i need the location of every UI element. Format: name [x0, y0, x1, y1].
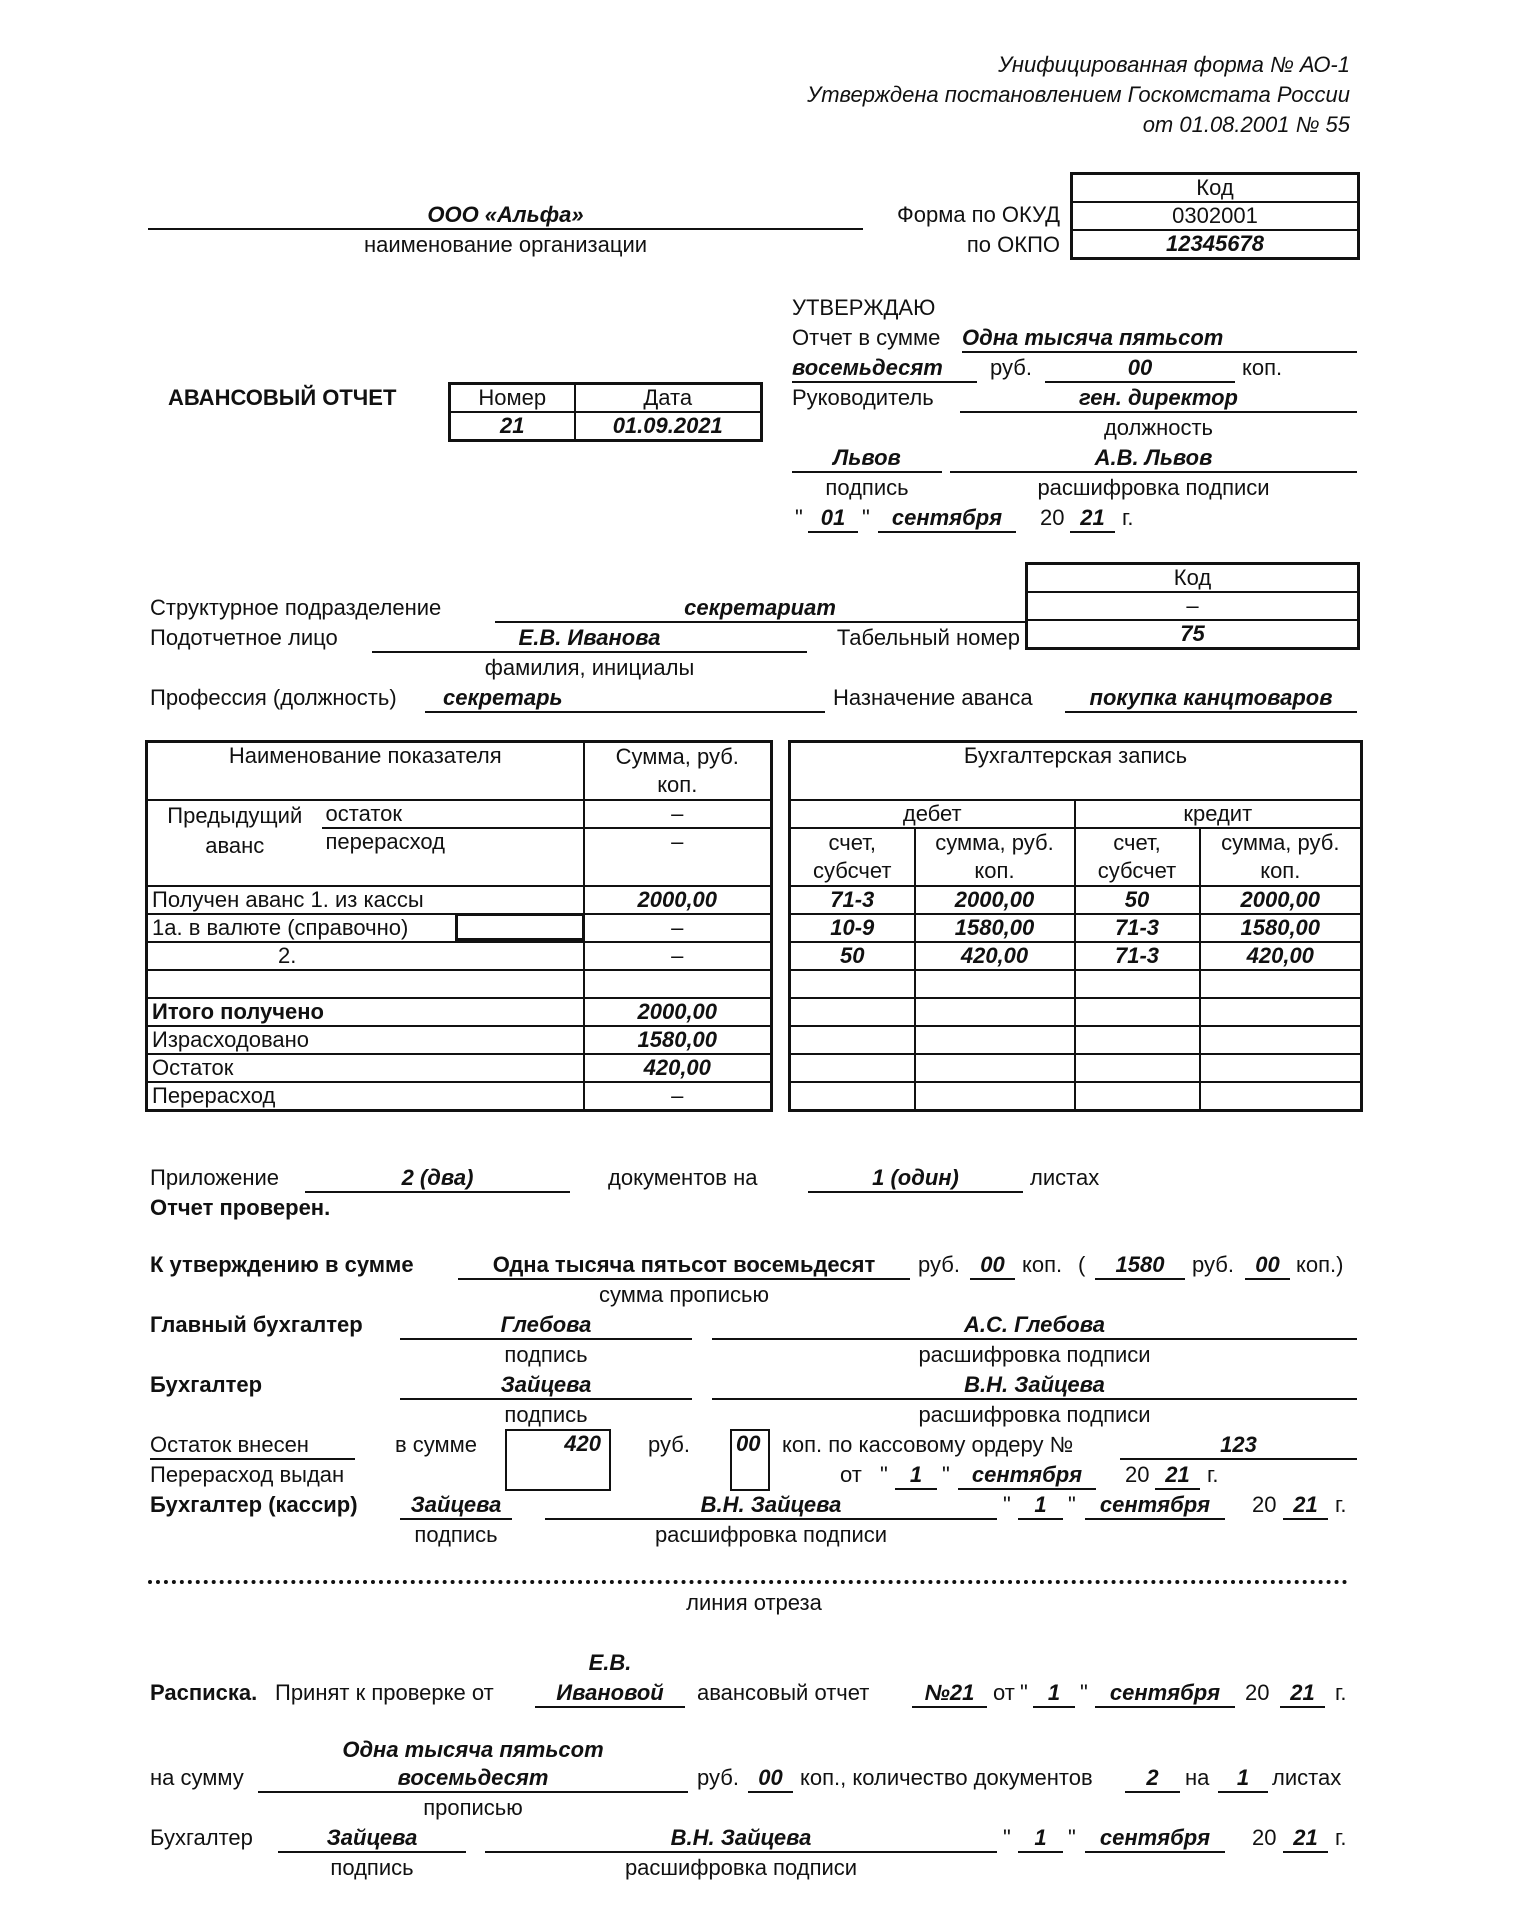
cashier-sig-caption: подпись: [414, 1522, 498, 1547]
lt-header-name: Наименование показателя: [147, 742, 584, 801]
lt-prev-advance: [147, 800, 322, 886]
rt-row-d-sum: 420,00: [915, 942, 1075, 970]
appendix-sheets-label: листах: [1030, 1165, 1100, 1190]
confirm-paren: (: [1078, 1252, 1086, 1277]
receipt-acc-month: сентября: [1085, 1825, 1225, 1853]
rt-row: [790, 886, 1362, 914]
receipt-sheets: 1: [1218, 1765, 1268, 1793]
person-value: Е.В. Иванова: [372, 625, 807, 653]
receipt-acc-label: Бухгалтер: [150, 1825, 253, 1850]
receipt-year: 21: [1280, 1680, 1325, 1708]
doc-number: 21: [450, 412, 575, 441]
head-signature-caption: подпись: [825, 475, 909, 500]
appendix-docs: 2 (два): [305, 1165, 570, 1193]
approve-sum-words1: Одна тысяча пятьсот: [962, 325, 1357, 353]
approve-quote-open: ": [795, 505, 803, 530]
org-name: ООО «Альфа»: [148, 202, 863, 230]
confirm-words: Одна тысяча пятьсот восемьдесят: [458, 1252, 910, 1280]
head-label: Руководитель: [792, 385, 934, 410]
receipt-words2: восемьдесят: [258, 1765, 688, 1793]
prof-value: секретарь: [425, 685, 825, 713]
lt-rest-label: Остаток: [147, 1054, 584, 1082]
receipt-acc-year-prefix: 20: [1252, 1825, 1277, 1850]
rt-row-k-acc: 71-3: [1075, 942, 1200, 970]
org-code-box: [1070, 172, 1360, 260]
cashier-quote-close: ": [1068, 1492, 1076, 1517]
cash-in-sum: в сумме: [395, 1432, 478, 1457]
cashier-g: г.: [1335, 1492, 1347, 1517]
lt-header-sum-line1: Сумма, руб.: [615, 744, 739, 769]
tab-number: 75: [1027, 620, 1359, 649]
person-label: Подотчетное лицо: [150, 625, 338, 650]
lt-currency-text: 1а. в валюте (справочно): [152, 915, 409, 940]
receipt-quote-close: ": [1080, 1680, 1088, 1705]
receipt-rub: руб.: [697, 1765, 739, 1790]
confirm-rub2: руб.: [1192, 1252, 1234, 1277]
cash-from: от: [840, 1462, 862, 1487]
lt-got-label: Получен аванс 1. из кассы: [147, 886, 584, 914]
lt-currency-label: [147, 914, 584, 942]
rt-row: [790, 914, 1362, 942]
form-header-line1: Унифицированная форма № АО-1: [998, 52, 1350, 77]
rt-k-acc-header: [1075, 828, 1200, 886]
lt-ostatok-value: –: [584, 800, 772, 828]
receipt-number: №21: [912, 1680, 987, 1708]
chief-name-caption: расшифровка подписи: [918, 1342, 1151, 1367]
accountant-label: Бухгалтер: [150, 1372, 263, 1397]
receipt-month: сентября: [1095, 1680, 1235, 1708]
accountant-name-caption: расшифровка подписи: [918, 1402, 1151, 1427]
cash-rest-label: Остаток внесен: [150, 1432, 355, 1460]
receipt-na: на: [1185, 1765, 1210, 1790]
code-header: Код: [1072, 174, 1359, 203]
cash-kop-order: коп. по кассовому ордеру №: [782, 1432, 1074, 1457]
receipt-words-caption: прописью: [423, 1795, 523, 1820]
receipt-person: Ивановой: [535, 1680, 685, 1708]
approve-rub: руб.: [990, 355, 1032, 380]
cash-quote-open: ": [880, 1462, 888, 1487]
approve-year-prefix: 20: [1040, 505, 1065, 530]
cash-year-prefix: 20: [1125, 1462, 1150, 1487]
rt-row-k-sum: 420,00: [1200, 942, 1362, 970]
tab-label: Табельный номер: [836, 625, 1020, 650]
confirm-label: К утверждению в сумме: [150, 1252, 414, 1277]
lt-currency-box: [455, 914, 584, 941]
rt-row-k-sum: 2000,00: [1200, 886, 1362, 914]
rt-row-d-acc: 10-9: [790, 914, 915, 942]
rt-row-k-acc: 71-3: [1075, 914, 1200, 942]
receipt-acc-name-caption: расшифровка подписи: [624, 1855, 858, 1880]
receipt-acc-quote-open: ": [1003, 1825, 1011, 1850]
approve-sum-label: Отчет в сумме: [792, 325, 941, 350]
approve-quote-close: ": [862, 505, 870, 530]
head-signature: Львов: [792, 445, 942, 473]
cashier-signature: Зайцева: [400, 1492, 512, 1520]
rt-k-acc-h1: счет,: [1113, 830, 1161, 855]
lt-empty-row-value: [584, 970, 772, 998]
approve-title: УТВЕРЖДАЮ: [792, 295, 936, 320]
lt-two-label: 2.: [147, 942, 584, 970]
rt-row-d-sum: 1580,00: [915, 914, 1075, 942]
cashier-day: 1: [1018, 1492, 1063, 1520]
accountant-name: В.Н. Зайцева: [712, 1372, 1357, 1400]
receipt-day: 1: [1033, 1680, 1075, 1708]
position-caption: должность: [1103, 415, 1214, 440]
form-header-line2: Утверждена постановлением Госкомстата России: [807, 82, 1350, 107]
head-position: ген. директор: [960, 385, 1357, 413]
chief-sig-caption: подпись: [504, 1342, 588, 1367]
cashier-quote-open: ": [1003, 1492, 1011, 1517]
receipt-initials: Е.В.: [588, 1650, 632, 1675]
okpo-code: 12345678: [1072, 230, 1359, 259]
rt-d-sum-header: [915, 828, 1075, 886]
rt-empty-row: [790, 1026, 1362, 1054]
cash-day: 1: [895, 1462, 937, 1490]
cash-month: сентября: [958, 1462, 1096, 1490]
lt-pererashod-label: перерасход: [322, 828, 584, 886]
cashier-month: сентября: [1085, 1492, 1225, 1520]
rt-d-acc-header: [790, 828, 915, 886]
receipt-sum-label: на сумму: [150, 1765, 244, 1790]
receipt-acc-sig-caption: подпись: [330, 1855, 414, 1880]
approve-day: 01: [808, 505, 858, 533]
dept-value: секретариат: [495, 595, 1025, 623]
receipt-title: Расписка.: [150, 1680, 258, 1705]
receipt-acc-day: 1: [1018, 1825, 1063, 1853]
cashier-year: 21: [1283, 1492, 1328, 1520]
lt-header-sum: [584, 742, 772, 801]
rt-empty-row: [790, 998, 1362, 1026]
receipt-acc-signature: Зайцева: [278, 1825, 466, 1853]
lt-empty-row: [147, 970, 584, 998]
lt-currency-value: –: [584, 914, 772, 942]
receipt-acc-quote-close: ": [1068, 1825, 1076, 1850]
receipt-sheets-label: листах: [1272, 1765, 1342, 1790]
receipt-kop-value: 00: [748, 1765, 793, 1793]
confirm-rub: руб.: [918, 1252, 960, 1277]
confirm-number: 1580: [1095, 1252, 1185, 1280]
rt-row-k-sum: 1580,00: [1200, 914, 1362, 942]
rt-d-sum-h2: коп.: [974, 858, 1015, 883]
dept-label: Структурное подразделение: [150, 595, 442, 620]
approve-kop-value: 00: [1045, 355, 1235, 383]
purpose-label: Назначение аванса: [833, 685, 1033, 710]
lt-got-value: 2000,00: [584, 886, 772, 914]
dept-code: –: [1027, 592, 1359, 620]
head-signature-name: А.В. Львов: [950, 445, 1357, 473]
cashier-name-caption: расшифровка подписи: [654, 1522, 888, 1547]
chief-signature: Глебова: [400, 1312, 692, 1340]
rt-d-acc-h1: счет,: [828, 830, 876, 855]
accounting-entry-table: [788, 740, 1363, 1112]
lt-total-value: 2000,00: [584, 998, 772, 1026]
lt-spent-value: 1580,00: [584, 1026, 772, 1054]
lt-total-label: Итого получено: [147, 998, 584, 1026]
advance-summary-table: [145, 740, 773, 1112]
accountant-signature: Зайцева: [400, 1372, 692, 1400]
cash-order-no: 123: [1120, 1432, 1357, 1460]
receipt-quote-open: ": [1020, 1680, 1028, 1705]
okud-label: Форма по ОКУД: [897, 202, 1060, 227]
rt-empty-row: [790, 970, 1362, 998]
rt-row-d-acc: 71-3: [790, 886, 915, 914]
rt-title: Бухгалтерская запись: [790, 742, 1362, 801]
receipt-words1: Одна тысяча пятьсот: [342, 1737, 604, 1762]
purpose-value: покупка канцтоваров: [1065, 685, 1357, 713]
approve-sum-words2: восемьдесят: [792, 355, 977, 383]
cut-line-label: линия отреза: [686, 1590, 822, 1615]
rt-row: [790, 942, 1362, 970]
approve-kop: коп.: [1242, 355, 1283, 380]
rt-d-sum-h1: сумма, руб.: [935, 830, 1054, 855]
receipt-g: г.: [1335, 1680, 1347, 1705]
doc-date: 01.09.2021: [575, 412, 762, 441]
rt-k-sum-header: [1200, 828, 1362, 886]
chief-name: А.С. Глебова: [712, 1312, 1357, 1340]
approve-year: 21: [1070, 505, 1115, 533]
report-checked: Отчет проверен.: [150, 1195, 331, 1220]
approve-month: сентября: [878, 505, 1016, 533]
head-name-caption: расшифровка подписи: [1037, 475, 1270, 500]
cash-amount-box: 420: [505, 1429, 611, 1491]
lt-spent-label: Израсходовано: [147, 1026, 584, 1054]
lt-prev-line2: аванс: [205, 833, 265, 858]
lt-two-value: –: [584, 942, 772, 970]
cashier-year-prefix: 20: [1252, 1492, 1277, 1517]
rt-k-sum-h1: сумма, руб.: [1221, 830, 1340, 855]
person-code-header: Код: [1027, 564, 1359, 593]
receipt-docs: 2: [1125, 1765, 1180, 1793]
okud-code: 0302001: [1072, 202, 1359, 230]
lt-prev-line1: Предыдущий: [167, 803, 303, 828]
confirm-kop-close: коп.): [1296, 1252, 1344, 1277]
doc-number-date: [448, 382, 763, 442]
receipt-acc-year: 21: [1283, 1825, 1328, 1853]
cash-kop-box: 00: [730, 1429, 770, 1491]
appendix-docs-label: документов на: [608, 1165, 758, 1190]
form-header-line3: от 01.08.2001 № 55: [1142, 112, 1350, 137]
cash-over-label: Перерасход выдан: [150, 1462, 345, 1487]
confirm-kop-value2: 00: [1245, 1252, 1290, 1280]
confirm-words-caption: сумма прописью: [599, 1282, 769, 1307]
approve-g: г.: [1122, 505, 1134, 530]
receipt-kop-count: коп., количество документов: [800, 1765, 1093, 1790]
rt-row-k-acc: 50: [1075, 886, 1200, 914]
lt-over-label: Перерасход: [147, 1082, 584, 1111]
rt-k-acc-h2: субсчет: [1097, 858, 1177, 883]
person-caption: фамилия, инициалы: [484, 655, 695, 680]
rt-k-sum-h2: коп.: [1260, 858, 1301, 883]
cash-quote-close: ": [942, 1462, 950, 1487]
doc-title: АВАНСОВЫЙ ОТЧЕТ: [168, 385, 397, 410]
receipt-report-label: авансовый отчет: [697, 1680, 870, 1705]
chief-label: Главный бухгалтер: [150, 1312, 363, 1337]
cash-rub: руб.: [648, 1432, 690, 1457]
rt-empty-row: [790, 1082, 1362, 1111]
cut-line: [148, 1580, 1348, 1584]
receipt-acc-name: В.Н. Зайцева: [485, 1825, 997, 1853]
cash-year: 21: [1155, 1462, 1200, 1490]
accountant-sig-caption: подпись: [504, 1402, 588, 1427]
appendix-sheets: 1 (один): [808, 1165, 1023, 1193]
rt-row-d-sum: 2000,00: [915, 886, 1075, 914]
rt-empty-row: [790, 1054, 1362, 1082]
rt-row-d-acc: 50: [790, 942, 915, 970]
receipt-acc-g: г.: [1335, 1825, 1347, 1850]
rt-kredit: кредит: [1075, 800, 1362, 828]
doc-number-label: Номер: [450, 384, 575, 413]
lt-over-value: –: [584, 1082, 772, 1111]
cashier-name: В.Н. Зайцева: [545, 1492, 997, 1520]
receipt-text: Принят к проверке от: [275, 1680, 494, 1705]
confirm-kop: коп.: [1022, 1252, 1063, 1277]
prof-label: Профессия (должность): [150, 685, 397, 710]
doc-date-label: Дата: [575, 384, 762, 413]
rt-debet: дебет: [790, 800, 1075, 828]
okpo-label: по ОКПО: [966, 232, 1060, 257]
lt-pererashod-value: –: [584, 828, 772, 886]
lt-ostatok-label: остаток: [322, 800, 584, 828]
org-name-caption: наименование организации: [363, 232, 648, 257]
cash-g: г.: [1207, 1462, 1219, 1487]
rt-d-acc-h2: субсчет: [813, 858, 892, 883]
lt-header-sum-line2: коп.: [657, 772, 698, 797]
appendix-label: Приложение: [150, 1165, 280, 1190]
lt-rest-value: 420,00: [584, 1054, 772, 1082]
confirm-kop-value: 00: [970, 1252, 1015, 1280]
receipt-from: от: [993, 1680, 1015, 1705]
person-code-box: [1025, 562, 1360, 650]
receipt-year-prefix: 20: [1245, 1680, 1270, 1705]
cashier-label: Бухгалтер (кассир): [150, 1492, 358, 1517]
